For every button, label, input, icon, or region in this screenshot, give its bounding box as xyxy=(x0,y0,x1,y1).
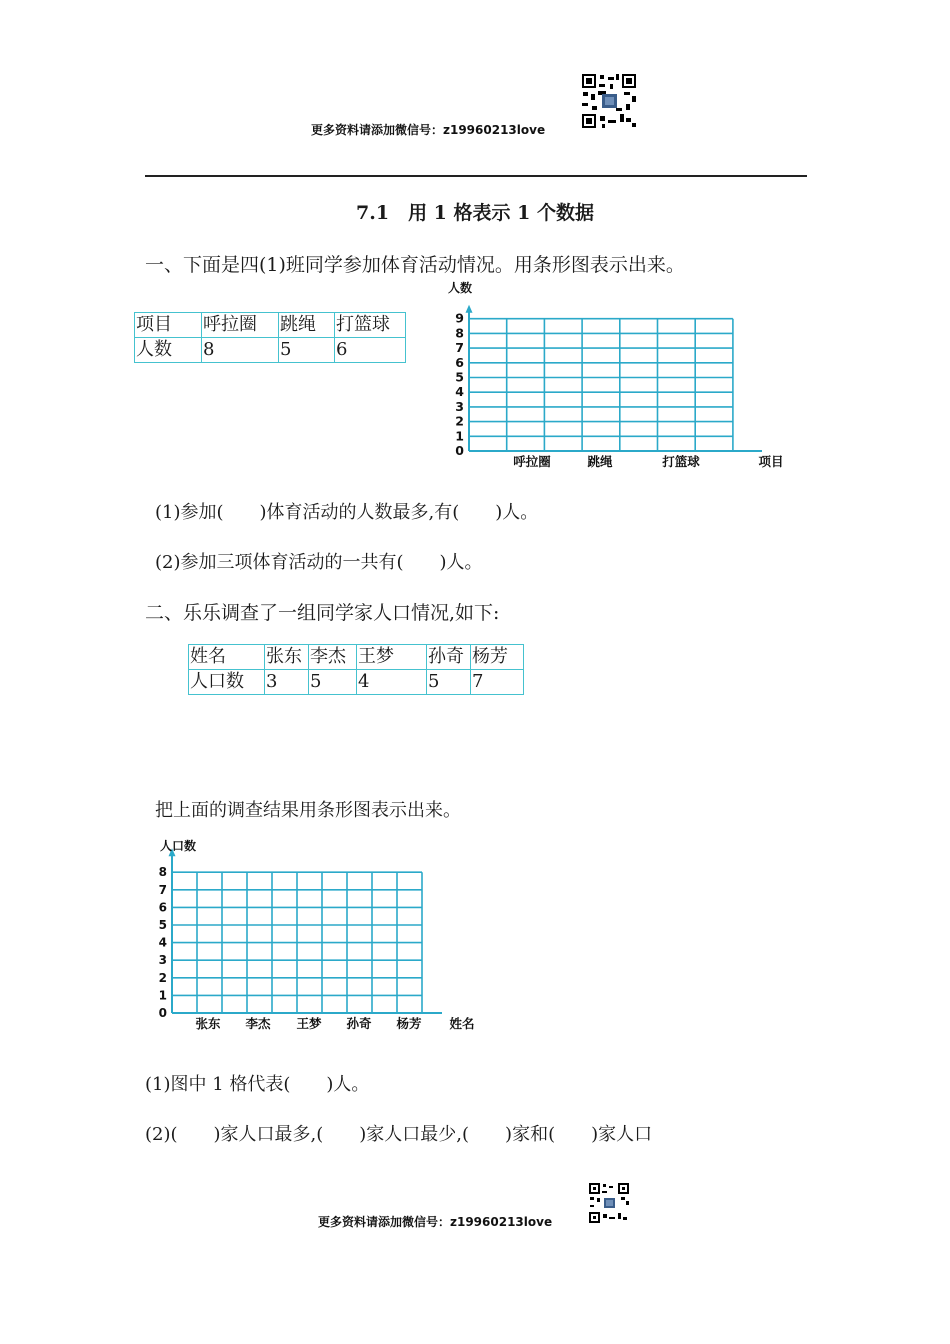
table-cell: 李杰 xyxy=(309,645,357,670)
chart-population xyxy=(150,836,490,1038)
x-category-label: 孙奇 xyxy=(346,1016,372,1031)
y-tick-label: 5 xyxy=(455,369,464,385)
x-category-label: 打篮球 xyxy=(662,454,700,469)
y-tick-label: 1 xyxy=(455,428,464,444)
y-tick-label: 8 xyxy=(158,865,167,880)
table-cell: 7 xyxy=(471,670,524,695)
header-wechat-text: 更多资料请添加微信号：z19960213love xyxy=(311,123,546,137)
x-category-label: 杨芳 xyxy=(396,1016,422,1031)
y-tick-label: 5 xyxy=(158,918,167,932)
y-tick-label: 9 xyxy=(455,310,464,326)
table-cell: 打篮球 xyxy=(335,313,406,338)
y-tick-label: 7 xyxy=(158,882,167,897)
table-row xyxy=(189,670,524,695)
y-tick-label: 2 xyxy=(455,413,464,429)
population-table xyxy=(188,644,524,695)
footer-wechat-text: 更多资料请添加微信号：z19960213love xyxy=(318,1215,553,1229)
question-2-sub2: (2)( )家人口最多,( )家人口最少,( )家和( )家人口 xyxy=(145,1124,653,1145)
question-2: 二、乐乐调查了一组同学家人口情况,如下: xyxy=(145,602,500,624)
table-cell: 人口数 xyxy=(189,670,265,695)
table-cell: 呼拉圈 xyxy=(202,313,279,338)
instruction-2: 把上面的调查结果用条形图表示出来。 xyxy=(155,800,461,821)
table-cell: 姓名 xyxy=(189,645,265,670)
y-tick-label: 4 xyxy=(455,384,464,400)
table-cell: 6 xyxy=(335,338,406,363)
qr-code-header xyxy=(580,72,638,130)
header-divider xyxy=(145,175,807,177)
x-category-label: 张东 xyxy=(195,1016,221,1031)
y-tick-label: 0 xyxy=(158,1006,167,1020)
question-1-sub1: (1)参加( )体育活动的人数最多,有( )人。 xyxy=(155,502,539,523)
x-category-label: 王梦 xyxy=(296,1016,322,1031)
y-tick-label: 7 xyxy=(455,340,464,356)
table-cell: 8 xyxy=(202,338,279,363)
table-cell: 张东 xyxy=(265,645,309,670)
y-tick-label: 0 xyxy=(455,443,464,458)
table-cell: 孙奇 xyxy=(427,645,471,670)
table-cell: 人数 xyxy=(135,338,202,363)
y-tick-label: 4 xyxy=(158,935,167,950)
y-tick-label: 3 xyxy=(455,398,464,414)
question-1-sub2: (2)参加三项体育活动的一共有( )人。 xyxy=(155,552,483,573)
page-title: 7.1 用 1 格表示 1 个数据 xyxy=(356,202,594,224)
y-axis-arrow xyxy=(466,305,473,313)
table-row xyxy=(135,338,406,363)
x-category-label: 呼拉圈 xyxy=(513,454,551,469)
y-tick-label: 8 xyxy=(455,325,464,341)
table-cell: 5 xyxy=(427,670,471,695)
x-axis-label: 项目 xyxy=(758,454,784,469)
table-cell: 4 xyxy=(357,670,427,695)
table-cell: 5 xyxy=(279,338,335,363)
table-cell: 跳绳 xyxy=(279,313,335,338)
x-axis-label: 姓名 xyxy=(449,1016,475,1031)
y-tick-label: 6 xyxy=(455,354,464,370)
table-cell: 3 xyxy=(265,670,309,695)
x-category-label: 跳绳 xyxy=(587,454,613,469)
table-cell: 5 xyxy=(309,670,357,695)
table-cell: 杨芳 xyxy=(471,645,524,670)
y-axis-label: 人数 xyxy=(448,281,473,295)
y-axis-label: 人口数 xyxy=(160,839,197,853)
activity-table xyxy=(134,312,406,363)
question-1: 一、下面是四(1)班同学参加体育活动情况。用条形图表示出来。 xyxy=(145,254,685,276)
table-cell: 项目 xyxy=(135,313,202,338)
table-cell: 王梦 xyxy=(357,645,427,670)
qr-code-footer xyxy=(588,1182,630,1224)
y-tick-label: 1 xyxy=(158,988,167,1003)
x-category-label: 李杰 xyxy=(245,1016,271,1031)
y-tick-label: 2 xyxy=(158,970,167,985)
table-row xyxy=(135,313,406,338)
y-tick-label: 6 xyxy=(158,900,167,915)
table-row xyxy=(189,645,524,670)
question-2-sub1: (1)图中 1 格代表( )人。 xyxy=(145,1074,370,1095)
y-tick-label: 3 xyxy=(158,953,167,968)
chart-activities xyxy=(440,278,800,474)
